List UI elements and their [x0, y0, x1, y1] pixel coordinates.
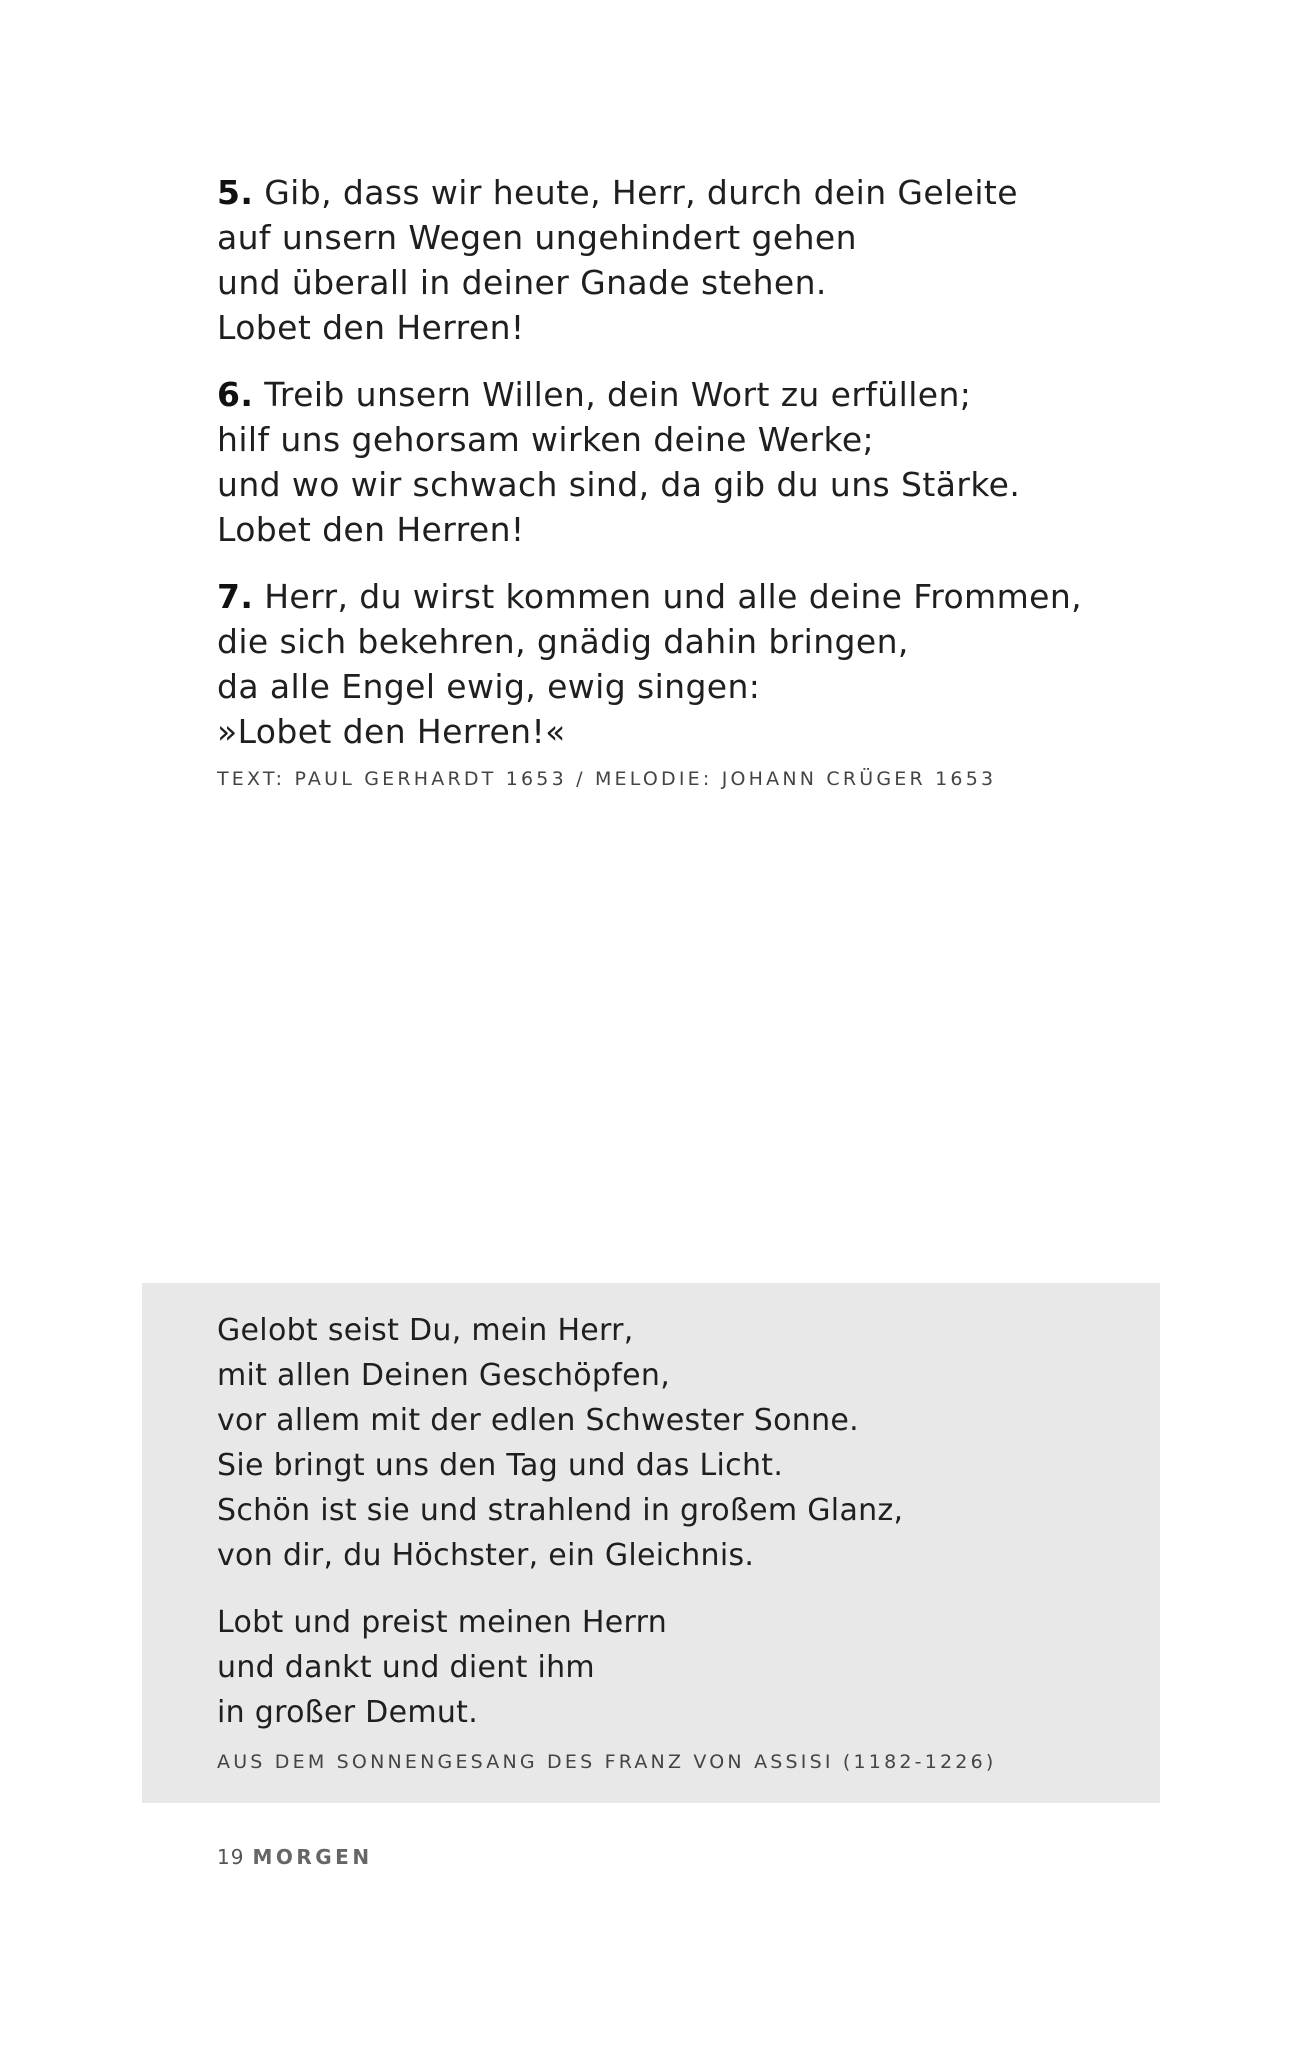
quote-box: [142, 1283, 1160, 1803]
verse-number: 5.: [217, 173, 254, 212]
verse-line-text: Herr, du wirst kommen und alle deine Frommen,: [264, 577, 1083, 616]
quote-line: von dir, du Höchster, ein Gleichnis.: [217, 1538, 755, 1573]
verse-number: 7.: [217, 577, 254, 616]
quote-line: Lobt und preist meinen Herrn: [217, 1605, 668, 1640]
hymn-text: [217, 170, 1217, 790]
verse-5: [217, 170, 1217, 350]
verse-line-text: Treib unsern Willen, dein Wort zu erfüllen;: [264, 375, 972, 414]
quote-stanza-2: [217, 1600, 1137, 1735]
verse-line: da alle Engel ewig, ewig singen:: [217, 667, 761, 706]
quote-stanza-1: [217, 1308, 1137, 1578]
quote-line: und dankt und dient ihm: [217, 1650, 595, 1685]
verse-refrain: »Lobet den Herren!«: [217, 712, 566, 751]
verse-6: [217, 372, 1217, 552]
verse-line: [217, 372, 1217, 417]
verse-line: die sich bekehren, gnädig dahin bringen,: [217, 622, 909, 661]
verse-line: [217, 170, 1217, 215]
verse-line: auf unsern Wegen ungehindert gehen: [217, 218, 857, 257]
verse-line-text: Gib, dass wir heute, Herr, durch dein Geleite: [264, 173, 1018, 212]
verse-refrain: Lobet den Herren!: [217, 308, 525, 347]
quote-credit: AUS DEM SONNENGESANG DES FRANZ VON ASSISI (1182-1226): [217, 1751, 997, 1773]
page-footer: [217, 1845, 373, 1869]
quote-line: Schön ist sie und strahlend in großem Glanz,: [217, 1493, 904, 1528]
hymn-credit: TEXT: PAUL GERHARDT 1653 / MELODIE: JOHANN CRÜGER 1653: [217, 768, 997, 790]
quote-content: [217, 1308, 1137, 1773]
verse-7: [217, 574, 1217, 754]
quote-line: mit allen Deinen Geschöpfen,: [217, 1358, 671, 1393]
quote-line: in großer Demut.: [217, 1695, 479, 1730]
verse-refrain: Lobet den Herren!: [217, 510, 525, 549]
verse-line: hilf uns gehorsam wirken deine Werke;: [217, 420, 875, 459]
verse-line: und wo wir schwach sind, da gib du uns Stärke.: [217, 465, 1021, 504]
quote-line: Sie bringt uns den Tag und das Licht.: [217, 1448, 784, 1483]
verse-number: 6.: [217, 375, 254, 414]
quote-line: vor allem mit der edlen Schwester Sonne.: [217, 1403, 859, 1438]
verse-line: und überall in deiner Gnade stehen.: [217, 263, 827, 302]
section-label: MORGEN: [252, 1845, 373, 1869]
page-number: 19: [217, 1845, 245, 1869]
verse-line: [217, 574, 1217, 619]
quote-line: Gelobt seist Du, mein Herr,: [217, 1313, 634, 1348]
